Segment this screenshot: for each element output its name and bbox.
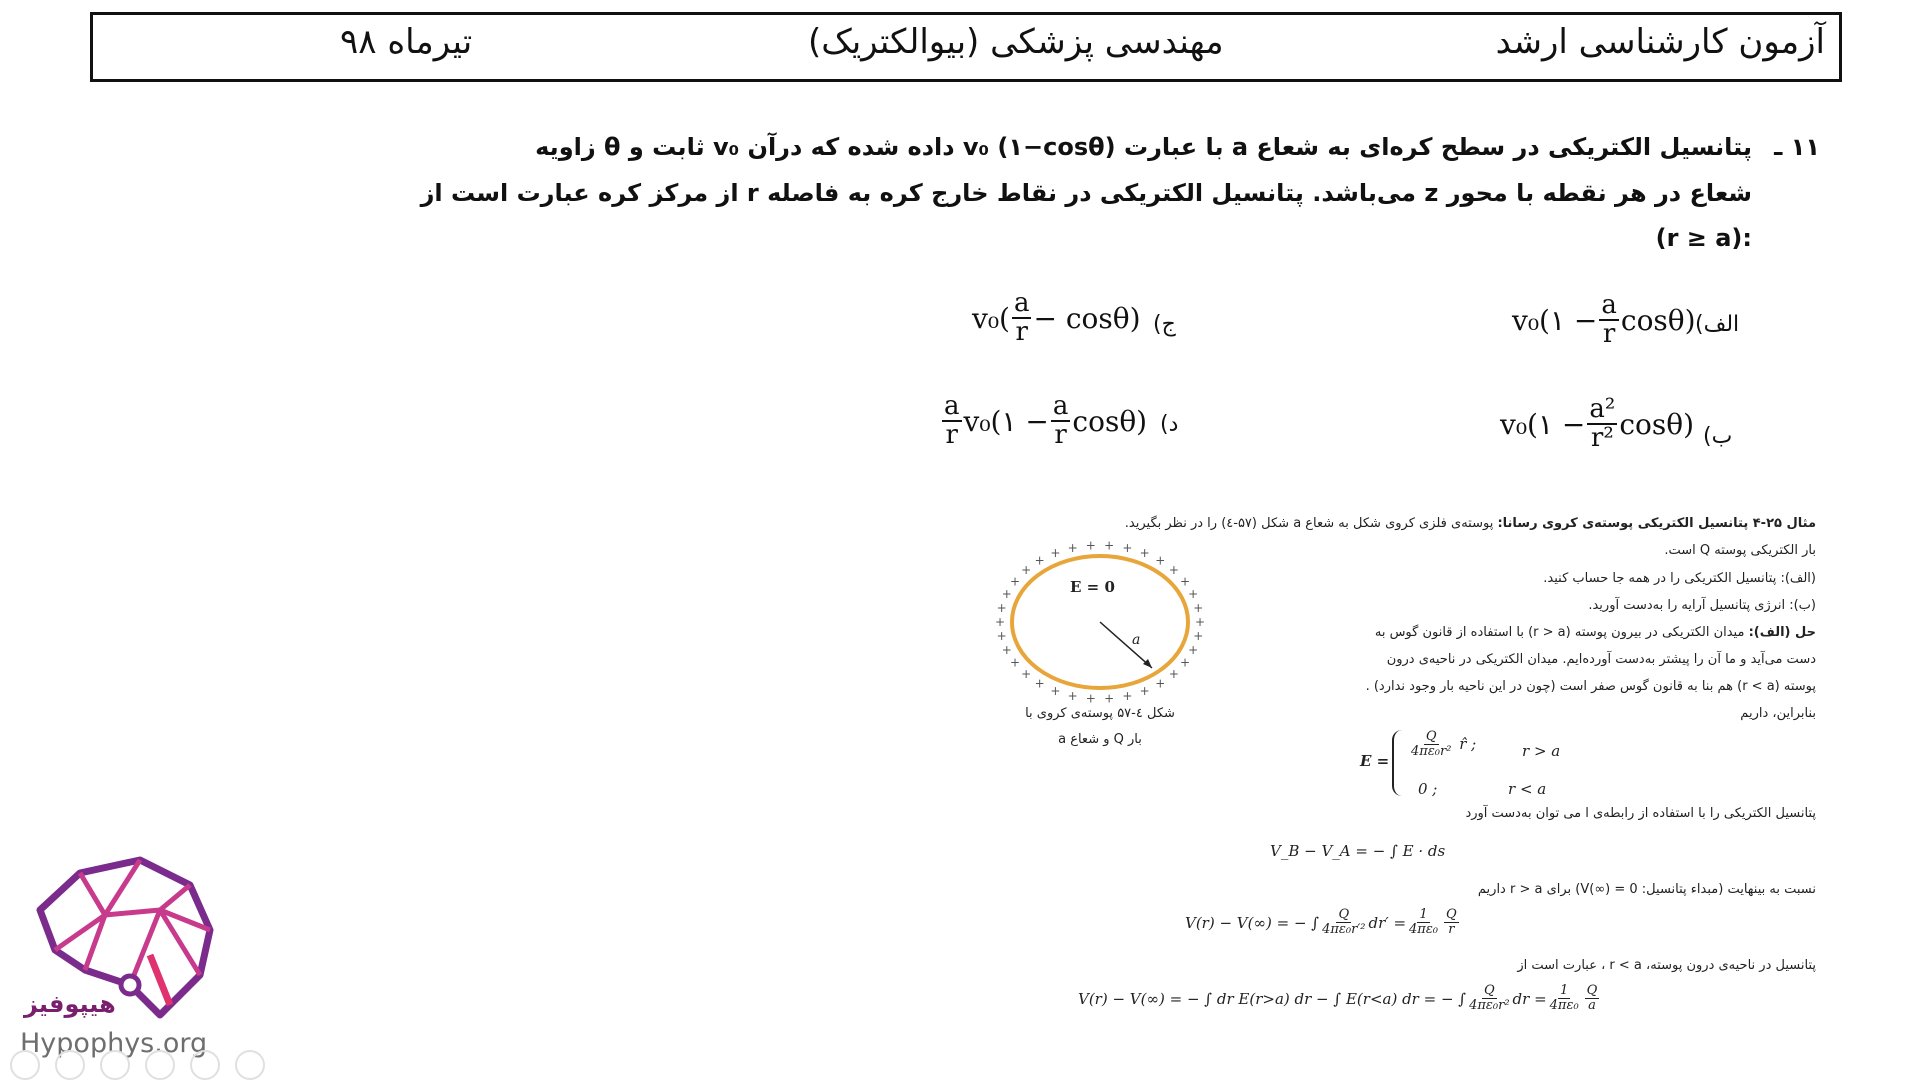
eq-outside-den-3: r bbox=[1448, 922, 1455, 938]
option-jim-num: a bbox=[1013, 288, 1030, 318]
eq-outside-frac-3 bbox=[1444, 908, 1459, 938]
eq-inside-num: Q bbox=[1483, 983, 1495, 998]
eq-vb-va: V_B − V_A = − ∫ E · ds bbox=[1270, 842, 1446, 860]
eq-inside-den: 4πε₀r² bbox=[1469, 998, 1510, 1014]
figure-caption-2: بار Q و شعاع a bbox=[1058, 732, 1142, 747]
e-case-1-vec: r̂ ; bbox=[1459, 734, 1477, 753]
logo-text-fa: هیپوفیز bbox=[24, 990, 116, 1018]
option-alef-label: الف) bbox=[1695, 312, 1740, 337]
e-case-1-num: Q bbox=[1425, 729, 1437, 744]
inside-line: پتانسیل در ناحیه‌ی درون پوسته، r < a ، عبارت است از bbox=[1517, 958, 1816, 973]
eq-inside-frac-2 bbox=[1550, 984, 1579, 1014]
plus-charge: + bbox=[1034, 676, 1045, 691]
player-back-button[interactable] bbox=[55, 1050, 85, 1080]
player-prev-button[interactable] bbox=[10, 1050, 40, 1080]
plus-charge: + bbox=[996, 629, 1007, 644]
plus-charge: + bbox=[1021, 666, 1032, 681]
option-jim-post: − cosθ) bbox=[1033, 301, 1141, 335]
plus-charge: + bbox=[996, 600, 1007, 615]
question-line-3: (r ≥ a): bbox=[1655, 224, 1752, 252]
e-case-2-cond: r < a bbox=[1508, 780, 1547, 798]
plus-charge: + bbox=[1188, 642, 1199, 657]
logo-text-en: Hypophys.org bbox=[20, 1028, 208, 1059]
plus-charge: + bbox=[1034, 553, 1045, 568]
question-line-1: پتانسیل الکتریکی در سطح کره‌ای به شعاع a با عبارت (v₀ (۱−cosθ داده شده که درآن v₀ ثابت و θ زاویه bbox=[535, 133, 1752, 161]
option-alef-num: a bbox=[1601, 290, 1617, 320]
option-dal-formula bbox=[940, 393, 1147, 450]
solution-line-1 bbox=[1375, 625, 1816, 640]
plus-charge: + bbox=[1085, 691, 1096, 705]
option-be-pre: v₀(۱ − bbox=[1500, 407, 1586, 441]
eq-inside-num-3: Q bbox=[1586, 983, 1598, 998]
option-dal-post: cosθ) bbox=[1072, 404, 1148, 438]
option-jim-label: ج) bbox=[1153, 312, 1176, 337]
plus-charge: + bbox=[1001, 642, 1012, 657]
eq-outside-num-2: 1 bbox=[1419, 907, 1428, 922]
plus-charge: + bbox=[1104, 540, 1115, 553]
player-copy-button[interactable] bbox=[145, 1050, 175, 1080]
option-dal-den: r bbox=[1054, 420, 1067, 451]
spherical-shell-figure bbox=[990, 540, 1210, 705]
eq-outside-frac-2 bbox=[1409, 908, 1438, 938]
option-be-formula bbox=[1500, 396, 1694, 453]
eq-outside-den: 4πε₀r′² bbox=[1322, 922, 1366, 938]
logo-stem bbox=[150, 955, 170, 1005]
eq-inside-frac-1 bbox=[1469, 984, 1509, 1014]
plus-charge: + bbox=[1193, 600, 1204, 615]
player-edit-button[interactable] bbox=[100, 1050, 130, 1080]
plus-charge: + bbox=[1139, 546, 1150, 561]
logo-node bbox=[121, 976, 139, 994]
plus-charge: + bbox=[994, 615, 1006, 629]
example-heading bbox=[1125, 516, 1816, 531]
option-jim-fraction bbox=[1012, 290, 1032, 347]
option-be-label: ب) bbox=[1703, 424, 1733, 449]
option-dal-prefactor-den: r bbox=[945, 420, 958, 451]
header-field: مهندسی پزشکی (بیوالکتریک) bbox=[808, 22, 1224, 62]
option-be-fraction bbox=[1587, 396, 1617, 453]
plus-charge: + bbox=[1009, 655, 1021, 670]
header-date: تیرماه ۹۸ bbox=[340, 22, 473, 62]
plus-charge: + bbox=[1050, 546, 1061, 561]
option-alef-den: r bbox=[1602, 319, 1616, 350]
figure-field-label: E = 0 bbox=[1070, 578, 1115, 596]
option-dal-pre: v₀(۱ − bbox=[963, 404, 1049, 438]
plus-charge: + bbox=[1050, 683, 1061, 698]
plus-charge: + bbox=[1155, 676, 1166, 691]
plus-charge: + bbox=[1085, 540, 1096, 553]
plus-charge: + bbox=[1139, 683, 1150, 698]
plus-charge: + bbox=[1168, 666, 1179, 681]
plus-charge: + bbox=[1122, 540, 1133, 555]
example-part-b: (ب): انرژی پتانسیل آرایه را به‌دست آورید. bbox=[1588, 598, 1816, 613]
infinity-line: نسبت به بینهایت (مبداء پتانسیل: V(∞) = 0) برای r > a داریم bbox=[1477, 882, 1816, 897]
option-alef-post: cosθ) bbox=[1620, 303, 1696, 337]
solution-line-4: بنابراین، داریم bbox=[1740, 706, 1816, 721]
eq-outside-frac-1 bbox=[1322, 908, 1365, 938]
eq-outside-num-3: Q bbox=[1446, 907, 1457, 922]
player-more-button[interactable] bbox=[235, 1050, 265, 1080]
eq-outside-lhs: V(r) − V(∞) = − ∫ bbox=[1185, 913, 1320, 932]
e-field-case-1 bbox=[1408, 730, 1476, 760]
plus-charge: + bbox=[1009, 574, 1021, 589]
option-jim-den: r bbox=[1015, 317, 1028, 348]
plus-charge: + bbox=[1155, 553, 1166, 568]
figure-radius-label: a bbox=[1132, 632, 1141, 648]
piecewise-brace bbox=[1392, 730, 1404, 796]
player-zoom-button[interactable] bbox=[190, 1050, 220, 1080]
question-line-2: شعاع در هر نقطه با محور z می‌باشد. پتانسیل الکتریکی در نقاط خارج کره به فاصله r از مرکز کره عبارت است از bbox=[420, 179, 1752, 207]
plus-charge: + bbox=[1193, 629, 1204, 644]
e-case-1-den: 4πε₀r² bbox=[1411, 744, 1452, 760]
eq-inside-den-3: a bbox=[1588, 998, 1596, 1014]
e-case-1-cond: r > a bbox=[1522, 742, 1561, 760]
solution-text-1: میدان الکتریکی در بیرون پوسته (r > a) با استفاده از قانون گوس به bbox=[1374, 625, 1745, 640]
eq-inside bbox=[1078, 984, 1602, 1014]
plus-charge: + bbox=[1179, 655, 1191, 670]
solution-line-2: دست می‌آید و ما آن را پیشتر به‌دست آورده‌ایم. میدان الکتریکی در ناحیه‌ی درون bbox=[1386, 652, 1816, 667]
eq-inside-den-2: 4πε₀ bbox=[1549, 998, 1579, 1014]
plus-charge: + bbox=[1021, 563, 1032, 578]
option-jim-formula bbox=[972, 290, 1141, 347]
eq-inside-mid: dr = bbox=[1512, 989, 1547, 1008]
eq-outside-den-2: 4πε₀ bbox=[1409, 922, 1439, 938]
solution-label: حل (الف): bbox=[1748, 625, 1816, 640]
plus-charge: + bbox=[1067, 689, 1078, 704]
figure-caption-1: شکل ٤-۵۷ پوسته‌ی کروی با bbox=[1025, 706, 1175, 721]
solution-line-3: پوسته (r < a) هم بنا به قانون گوس صفر است (چون در این ناحیه بار وجود ندارد) . bbox=[1365, 679, 1816, 694]
eq-inside-lhs: V(r) − V(∞) = − ∫ dr E(r>a) dr − ∫ E(r<a) dr = − ∫ bbox=[1078, 989, 1467, 1008]
example-intro: پوسته‌ی فلزی کروی شکل به شعاع a شکل (۵۷-٤) را در نظر بگیرید. bbox=[1124, 516, 1494, 531]
option-dal-fraction bbox=[1051, 393, 1071, 450]
example-charge: بار الکتریکی پوسته Q است. bbox=[1664, 543, 1816, 558]
plus-charge: + bbox=[1001, 587, 1012, 602]
question-number: ۱۱ ـ bbox=[1774, 133, 1820, 161]
plus-charge: + bbox=[1168, 563, 1179, 578]
option-alef-pre: v₀(۱ − bbox=[1512, 303, 1598, 337]
option-dal-prefactor-num: a bbox=[944, 391, 960, 421]
plus-charge: + bbox=[1179, 574, 1191, 589]
radius-line bbox=[1100, 622, 1152, 668]
option-dal-prefactor bbox=[942, 393, 962, 450]
plus-charge: + bbox=[1104, 691, 1115, 705]
example-title: مثال ۲۵-۴ پتانسیل الکتریکی پوسته‌ی کروی رسانا: bbox=[1497, 516, 1816, 531]
example-part-a: (الف): پتانسیل الکتریکی را در همه جا حساب کنید. bbox=[1543, 571, 1816, 586]
e-case-1-fraction bbox=[1411, 730, 1451, 760]
eq-outside bbox=[1185, 908, 1462, 938]
plus-charge: + bbox=[1067, 540, 1078, 555]
header-exam-title: آزمون کارشناسی ارشد bbox=[1495, 22, 1825, 62]
e-field-case-2: 0 ; bbox=[1418, 780, 1438, 798]
plus-charge: + bbox=[1194, 615, 1206, 629]
plus-charge: + bbox=[1188, 587, 1199, 602]
potential-line: پتانسیل الکتریکی را با استفاده از رابطه‌ی ا می توان به‌دست آورد bbox=[1465, 806, 1816, 821]
eq-outside-num: Q bbox=[1338, 907, 1350, 922]
option-alef-fraction bbox=[1599, 292, 1619, 349]
eq-inside-frac-3 bbox=[1585, 984, 1600, 1014]
option-be-post: cosθ) bbox=[1619, 407, 1695, 441]
plus-charge: + bbox=[1122, 689, 1133, 704]
option-dal-num: a bbox=[1052, 391, 1069, 421]
e-field-lhs: E = bbox=[1360, 752, 1390, 770]
eq-inside-num-2: 1 bbox=[1560, 983, 1569, 998]
option-be-den: r² bbox=[1590, 423, 1614, 454]
option-be-num: a² bbox=[1589, 394, 1616, 424]
option-jim-pre: v₀( bbox=[972, 301, 1010, 335]
eq-outside-mid: dr′ = bbox=[1368, 913, 1407, 932]
option-alef-formula bbox=[1512, 292, 1696, 349]
option-dal-label: د) bbox=[1160, 412, 1179, 437]
